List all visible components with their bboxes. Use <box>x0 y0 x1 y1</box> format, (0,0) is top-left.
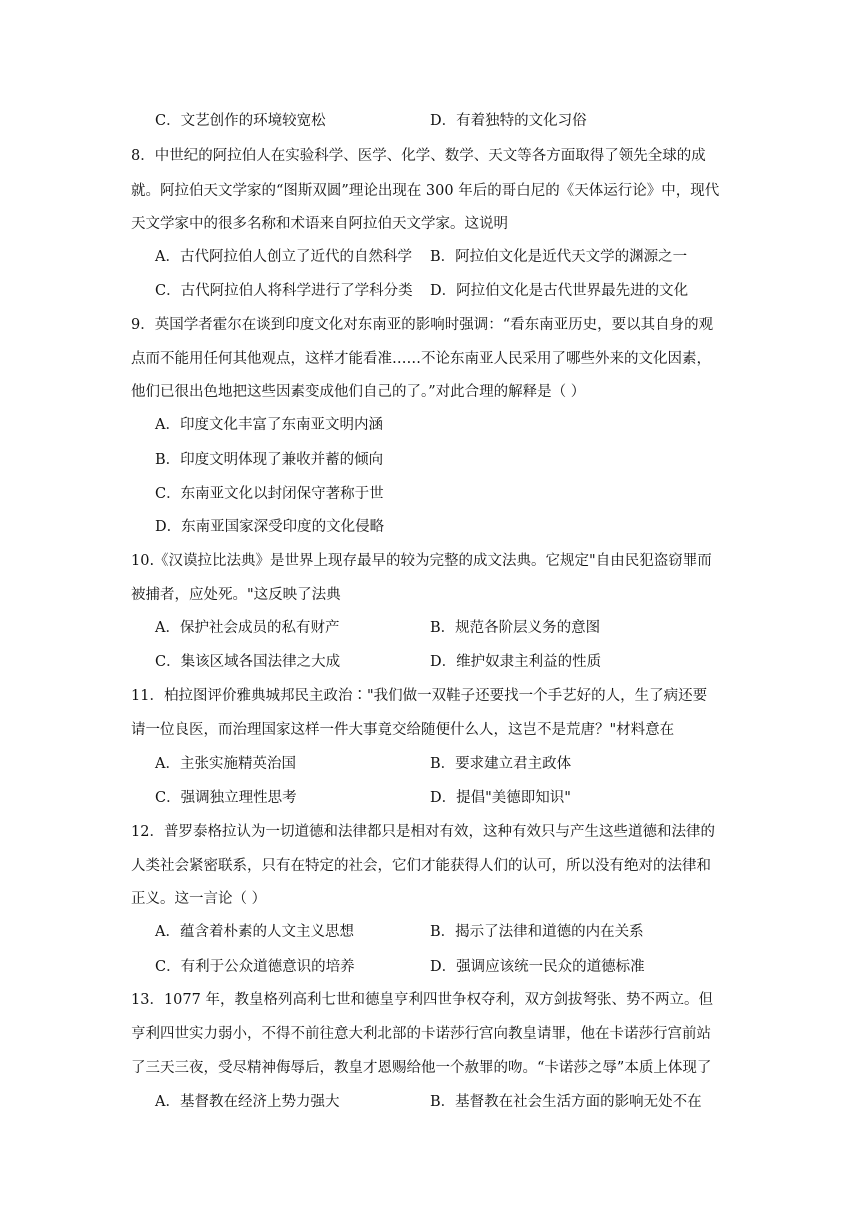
q10-option-b: B．规范各阶层义务的意图 <box>430 620 601 636</box>
q13-option-a: A．基督教在经济上势力强大 <box>155 1094 340 1110</box>
q9-option-d: D．东南亚国家深受印度的文化侵略 <box>155 519 385 535</box>
q12-stem-line-3: 正义。这一言论（ ） <box>131 891 267 907</box>
q9-stem-line-3: 他们已很出色地把这些因素变成他们自己的了。”对此合理的解释是（ ） <box>131 384 586 400</box>
q7-option-d: D．有着独特的文化习俗 <box>430 113 587 129</box>
q8-option-b: B．阿拉伯文化是近代天文学的渊源之一 <box>430 249 688 265</box>
q8-option-a: A．古代阿拉伯人创立了近代的自然科学 <box>155 249 412 265</box>
q8-stem-line-3: 天文学家中的很多名称和术语来自阿拉伯天文学家。这说明 <box>131 216 508 232</box>
q10-option-a: A．保护社会成员的私有财产 <box>155 620 340 636</box>
q10-option-c: C．集该区域各国法律之大成 <box>155 654 341 670</box>
q11-option-d: D．提倡"美德即知识" <box>430 790 571 806</box>
q11-stem-line-1: 11．柏拉图评价雅典城邦民主政治∶"我们做一双鞋子还要找一个手艺好的人，生了病还要 <box>131 688 708 704</box>
q8-stem-line-2: 就。阿拉伯天文学家的“图斯双圆”理论出现在 300 年后的哥白尼的《天体运行论》中，现代 <box>131 183 720 199</box>
q12-option-c: C．有利于公众道德意识的培养 <box>155 959 355 975</box>
q10-stem-line-1: 10.《汉谟拉比法典》是世界上现存最早的较为完整的成文法典。它规定"自由民犯盗窃罪而 <box>131 553 712 569</box>
q9-option-a: A．印度文化丰富了东南亚文明内涵 <box>155 417 383 433</box>
q12-option-d: D．强调应该统一民众的道德标准 <box>430 959 645 975</box>
q9-stem-line-1: 9．英国学者霍尔在谈到印度文化对东南亚的影响时强调：“看东南亚历史，要以其自身的观 <box>131 317 714 333</box>
q11-option-b: B．要求建立君主政体 <box>430 756 572 772</box>
q9-option-b: B．印度文明体现了兼收并蓄的倾向 <box>155 452 384 468</box>
q13-stem-line-2: 亨利四世实力弱小，不得不前往意大利北部的卡诺莎行宫向教皇请罪，他在卡诺莎行宫前站 <box>131 1026 711 1042</box>
q8-stem-line-1: 8．中世纪的阿拉伯人在实验科学、医学、化学、数学、天文等各方面取得了领先全球的成 <box>131 148 706 164</box>
q11-option-a: A．主张实施精英治国 <box>155 756 296 772</box>
q10-option-d: D．维护奴隶主利益的性质 <box>430 654 602 670</box>
q8-option-d: D．阿拉伯文化是古代世界最先进的文化 <box>430 283 689 299</box>
q13-stem-line-1: 13．1077 年，教皇格列高利七世和德皇亨利四世争权夺利，双方剑拔弩张、势不两立。但 <box>131 992 713 1008</box>
q12-stem-line-1: 12．普罗泰格拉认为一切道德和法律都只是相对有效，这种有效只与产生这些道德和法律的 <box>131 824 715 840</box>
q8-option-c: C．古代阿拉伯人将科学进行了学科分类 <box>155 283 413 299</box>
q13-stem-line-3: 了三天三夜，受尽精神侮辱后，教皇才恩赐给他一个赦罪的吻。“卡诺莎之辱”本质上体现了 <box>131 1060 712 1076</box>
q9-stem-line-2: 点而不能用任何其他观点，这样才能看准……不论东南亚人民采用了哪些外来的文化因素， <box>131 351 711 367</box>
q11-stem-line-2: 请一位良医，而治理国家这样一件大事竟交给随便什么人，这岂不是荒唐？"材料意在 <box>131 722 675 738</box>
q12-stem-line-2: 人类社会紧密联系，只有在特定的社会，它们才能获得人们的认可，所以没有绝对的法律和 <box>131 858 711 874</box>
q9-option-c: C．东南亚文化以封闭保守著称于世 <box>155 486 384 502</box>
q13-option-b: B．基督教在社会生活方面的影响无处不在 <box>430 1094 702 1110</box>
q11-option-c: C．强调独立理性思考 <box>155 790 297 806</box>
q10-stem-line-2: 被捕者，应处死。"这反映了法典 <box>131 587 341 603</box>
q7-option-c: C．文艺创作的环境较宽松 <box>155 113 326 129</box>
q12-option-a: A．蕴含着朴素的人文主义思想 <box>155 924 354 940</box>
q12-option-b: B．揭示了法律和道德的内在关系 <box>430 924 644 940</box>
